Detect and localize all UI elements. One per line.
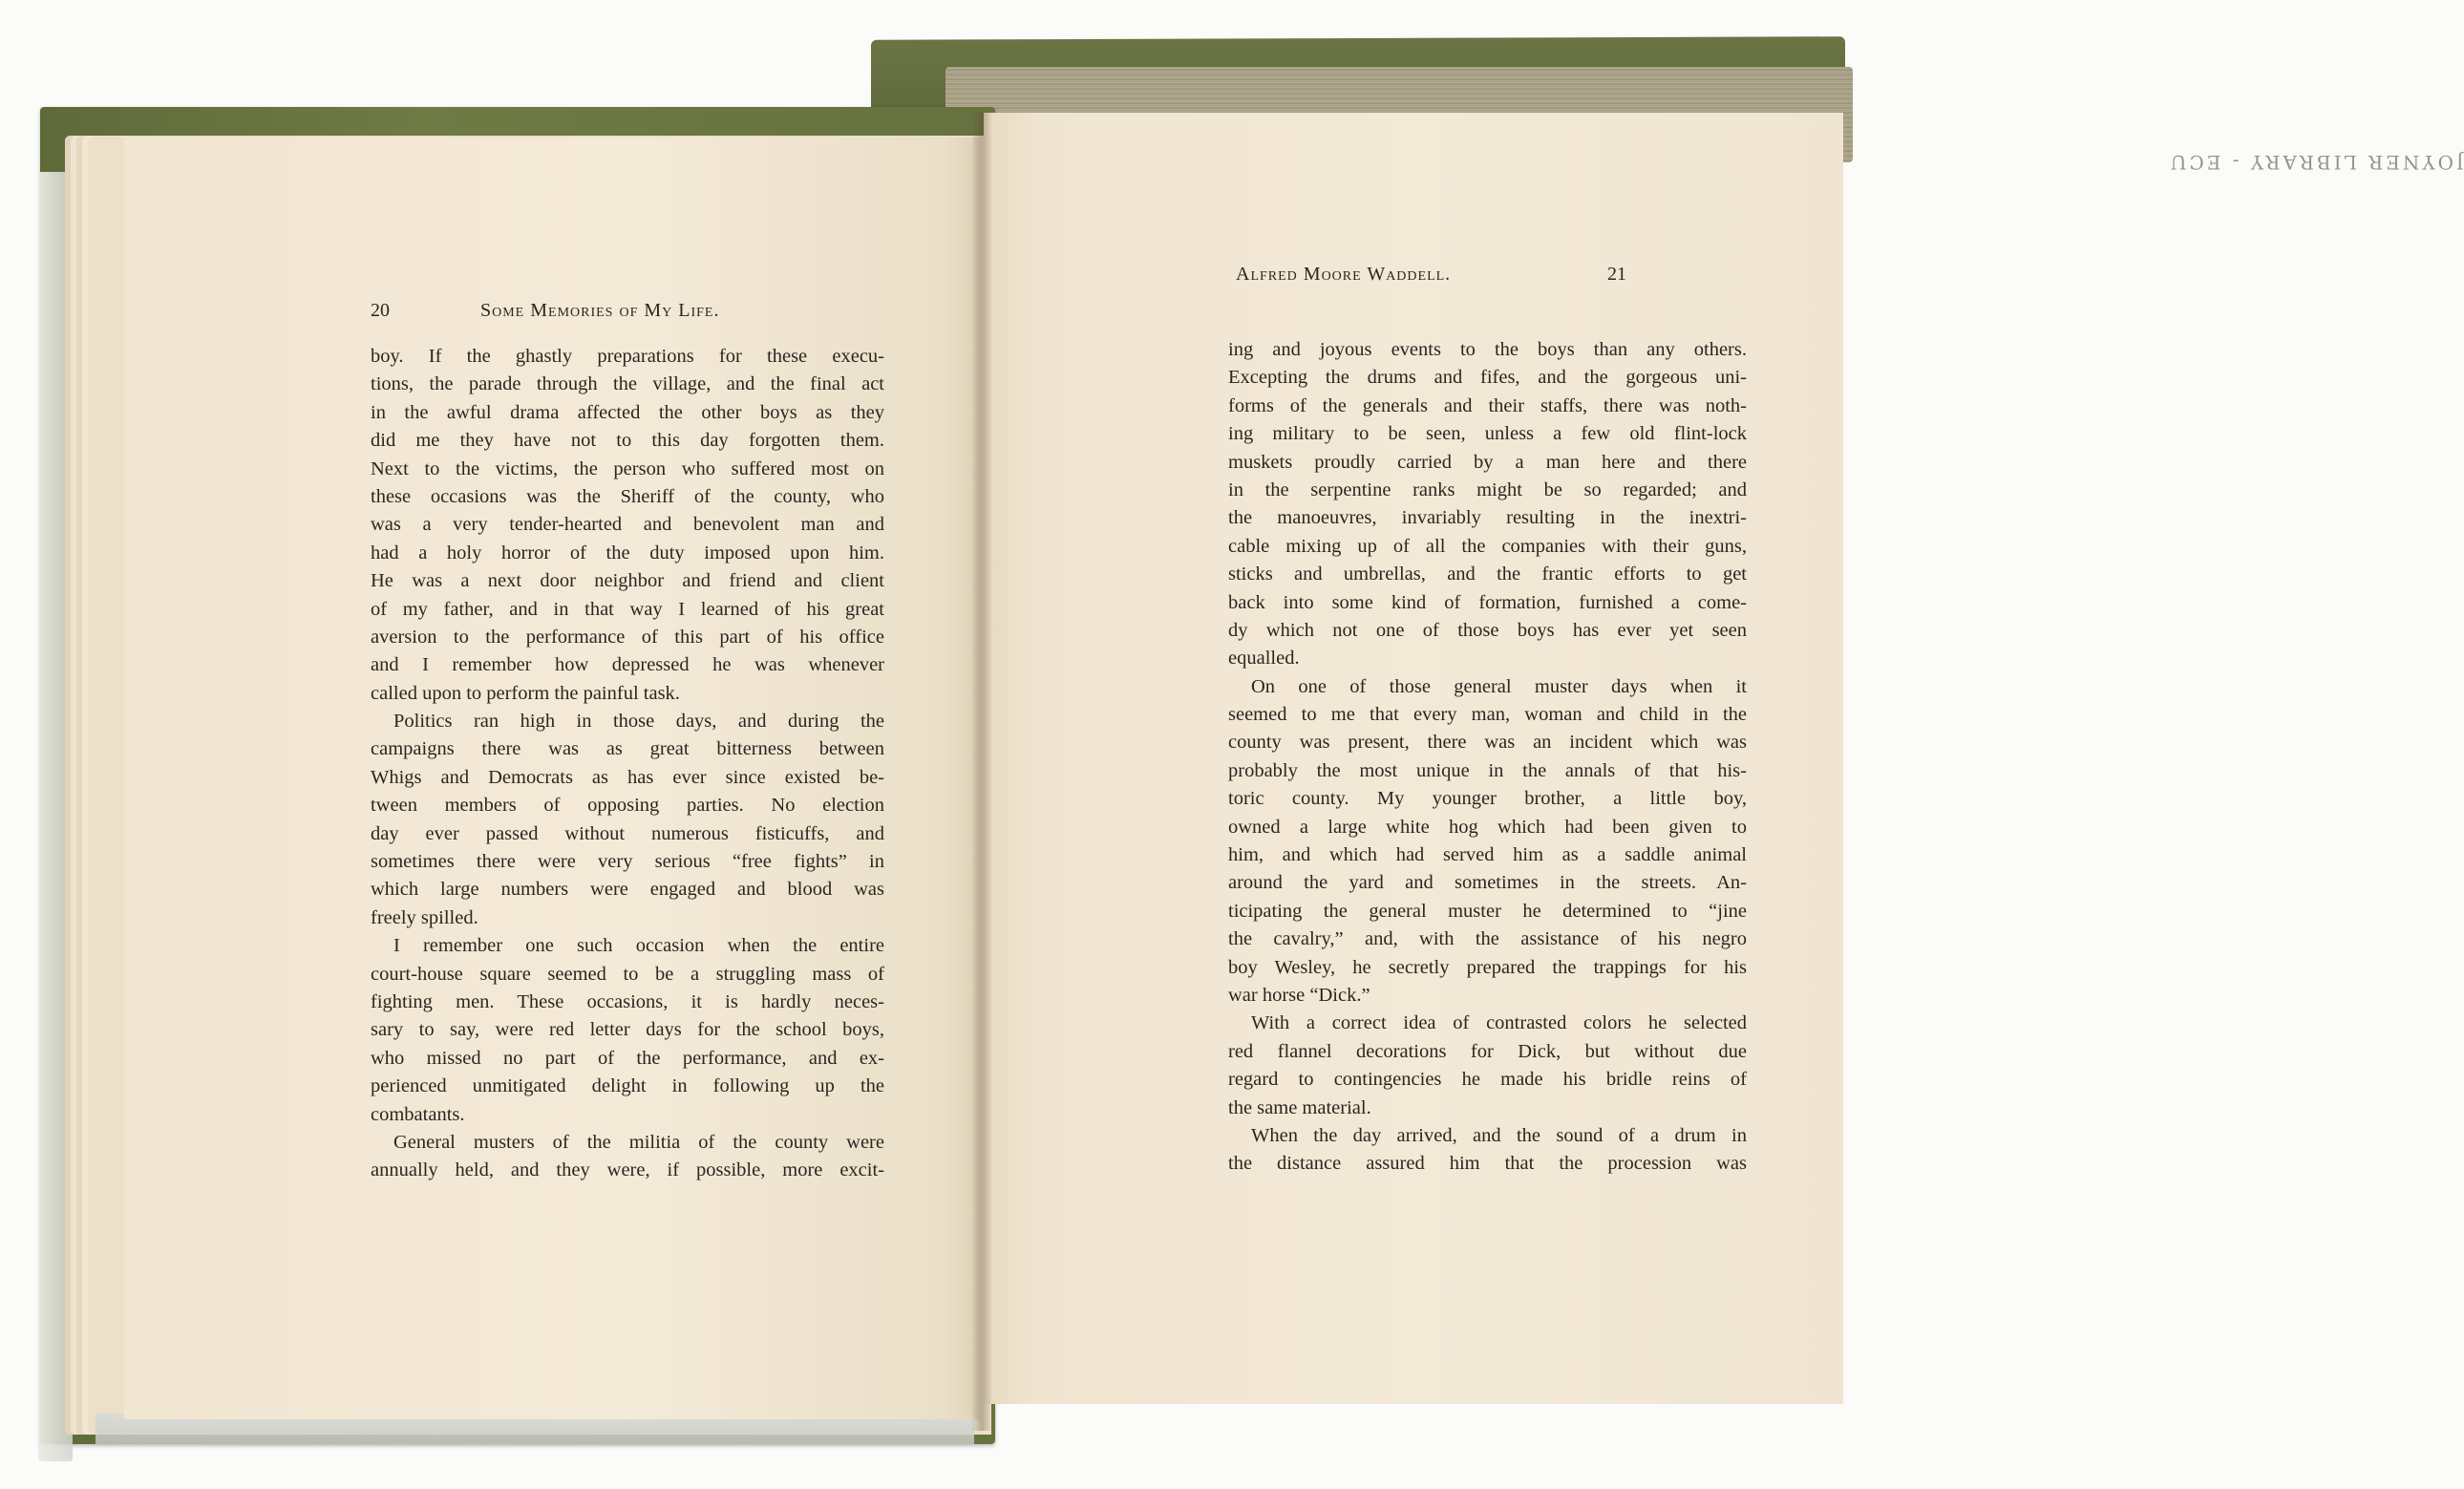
text-line: Next to the victims, the person who suffered most on — [371, 457, 884, 479]
text-line: tween members of opposing parties. No election — [371, 795, 884, 817]
left-body-text — [371, 343, 884, 1185]
text-line: cable mixing up of all the companies with their guns, — [1228, 535, 1747, 557]
text-line: sometimes there were very serious “free fights” in — [371, 851, 884, 873]
text-line: I remember one such occasion when the entire — [393, 935, 884, 957]
right-page-number: 21 — [1607, 264, 1626, 285]
text-line: the manoeuvres, invariably resulting in the inextri- — [1228, 507, 1747, 529]
text-line: did me they have not to this day forgotten them. — [371, 430, 884, 452]
text-line: Whigs and Democrats as has ever since existed be- — [371, 766, 884, 788]
text-line: sary to say, were red letter days for the school boys, — [371, 1019, 884, 1041]
text-line: perienced unmitigated delight in following up the — [371, 1075, 884, 1097]
text-line: ing military to be seen, unless a few old flint-lock — [1228, 423, 1747, 445]
text-line: day ever passed without numerous fisticuffs, and — [371, 822, 884, 844]
text-line: and I remember how depressed he was whenever — [371, 654, 884, 676]
text-line: Excepting the drums and fifes, and the gorgeous uni- — [1228, 367, 1747, 389]
text-line: seemed to me that every man, woman and child in the — [1228, 704, 1747, 726]
text-line: muskets proudly carried by a man here and there — [1228, 451, 1747, 473]
text-line: court-house square seemed to be a struggling mass of — [371, 963, 884, 985]
text-line: tions, the parade through the village, and the final act — [371, 373, 884, 395]
text-line: him, and which had served him as a saddle animal — [1228, 844, 1747, 866]
text-line: the cavalry,” and, with the assistance of his negro — [1228, 928, 1747, 950]
text-line: the distance assured him that the procession was — [1228, 1153, 1747, 1175]
text-line: in the awful drama affected the other boys as they — [371, 401, 884, 423]
text-line: in the serpentine ranks might be so regarded; and — [1228, 479, 1747, 500]
text-line: boy. If the ghastly preparations for these execu- — [371, 346, 884, 367]
text-line: freely spilled. — [371, 906, 478, 928]
text-line: toric county. My younger brother, a little boy, — [1228, 788, 1747, 810]
text-line: When the day arrived, and the sound of a drum in — [1251, 1124, 1747, 1146]
text-line: which large numbers were engaged and blood was — [371, 879, 884, 901]
text-line: regard to contingencies he made his bridle reins of — [1228, 1069, 1747, 1091]
text-line: campaigns there was as great bitterness between — [371, 738, 884, 760]
text-line: was a very tender-hearted and benevolent man and — [371, 514, 884, 536]
text-line: Politics ran high in those days, and during the — [393, 711, 884, 733]
text-line: sticks and umbrellas, and the frantic efforts to get — [1228, 564, 1747, 585]
text-line: fighting men. These occasions, it is hardly neces- — [371, 990, 884, 1012]
book-gutter — [972, 113, 991, 1431]
text-line: county was present, there was an incident which was — [1228, 732, 1747, 754]
text-line: ing and joyous events to the boys than any others. — [1228, 339, 1747, 360]
text-line: probably the most unique in the annals of that his- — [1228, 759, 1747, 781]
text-line: these occasions was the Sheriff of the county, who — [371, 485, 884, 507]
text-line: the same material. — [1228, 1096, 1371, 1118]
left-page — [124, 138, 980, 1419]
text-line: boy Wesley, he secretly prepared the trappings for his — [1228, 956, 1747, 978]
text-line: aversion to the performance of this part of his office — [371, 626, 884, 648]
text-line: called upon to perform the painful task. — [371, 682, 680, 704]
right-running-title: Alfred Moore Waddell. — [1236, 264, 1452, 285]
left-page-number: 20 — [371, 300, 390, 321]
text-line: red flannel decorations for Dick, but without due — [1228, 1040, 1747, 1062]
text-line: had a holy horror of the duty imposed upon him. — [371, 542, 884, 564]
text-line: General musters of the militia of the county were — [393, 1131, 884, 1153]
left-running-title: Some Memories of My Life. — [480, 300, 720, 321]
text-line: around the yard and sometimes in the streets. An- — [1228, 872, 1747, 894]
text-line: forms of the generals and their staffs, there was noth- — [1228, 394, 1747, 416]
text-line: With a correct idea of contrasted colors he selected — [1251, 1012, 1747, 1034]
library-edge-stamp: JOYNER LIBRARY - ECU — [2167, 151, 2464, 174]
text-line: equalled. — [1228, 648, 1300, 670]
text-line: ticipating the general muster he determined to “jine — [1228, 900, 1747, 922]
text-line: annually held, and they were, if possible, more excit- — [371, 1159, 884, 1181]
text-line: of my father, and in that way I learned of his great — [371, 598, 884, 620]
right-body-text — [1228, 336, 1747, 1179]
text-line: back into some kind of formation, furnished a come- — [1228, 591, 1747, 613]
text-line: dy which not one of those boys has ever yet seen — [1228, 619, 1747, 641]
text-line: He was a next door neighbor and friend and client — [371, 570, 884, 592]
text-line: who missed no part of the performance, and ex- — [371, 1047, 884, 1069]
text-line: On one of those general muster days when it — [1251, 675, 1747, 697]
right-page — [984, 113, 1843, 1404]
text-line: owned a large white hog which had been given to — [1228, 816, 1747, 838]
text-line: war horse “Dick.” — [1228, 984, 1370, 1006]
text-line: combatants. — [371, 1103, 465, 1125]
